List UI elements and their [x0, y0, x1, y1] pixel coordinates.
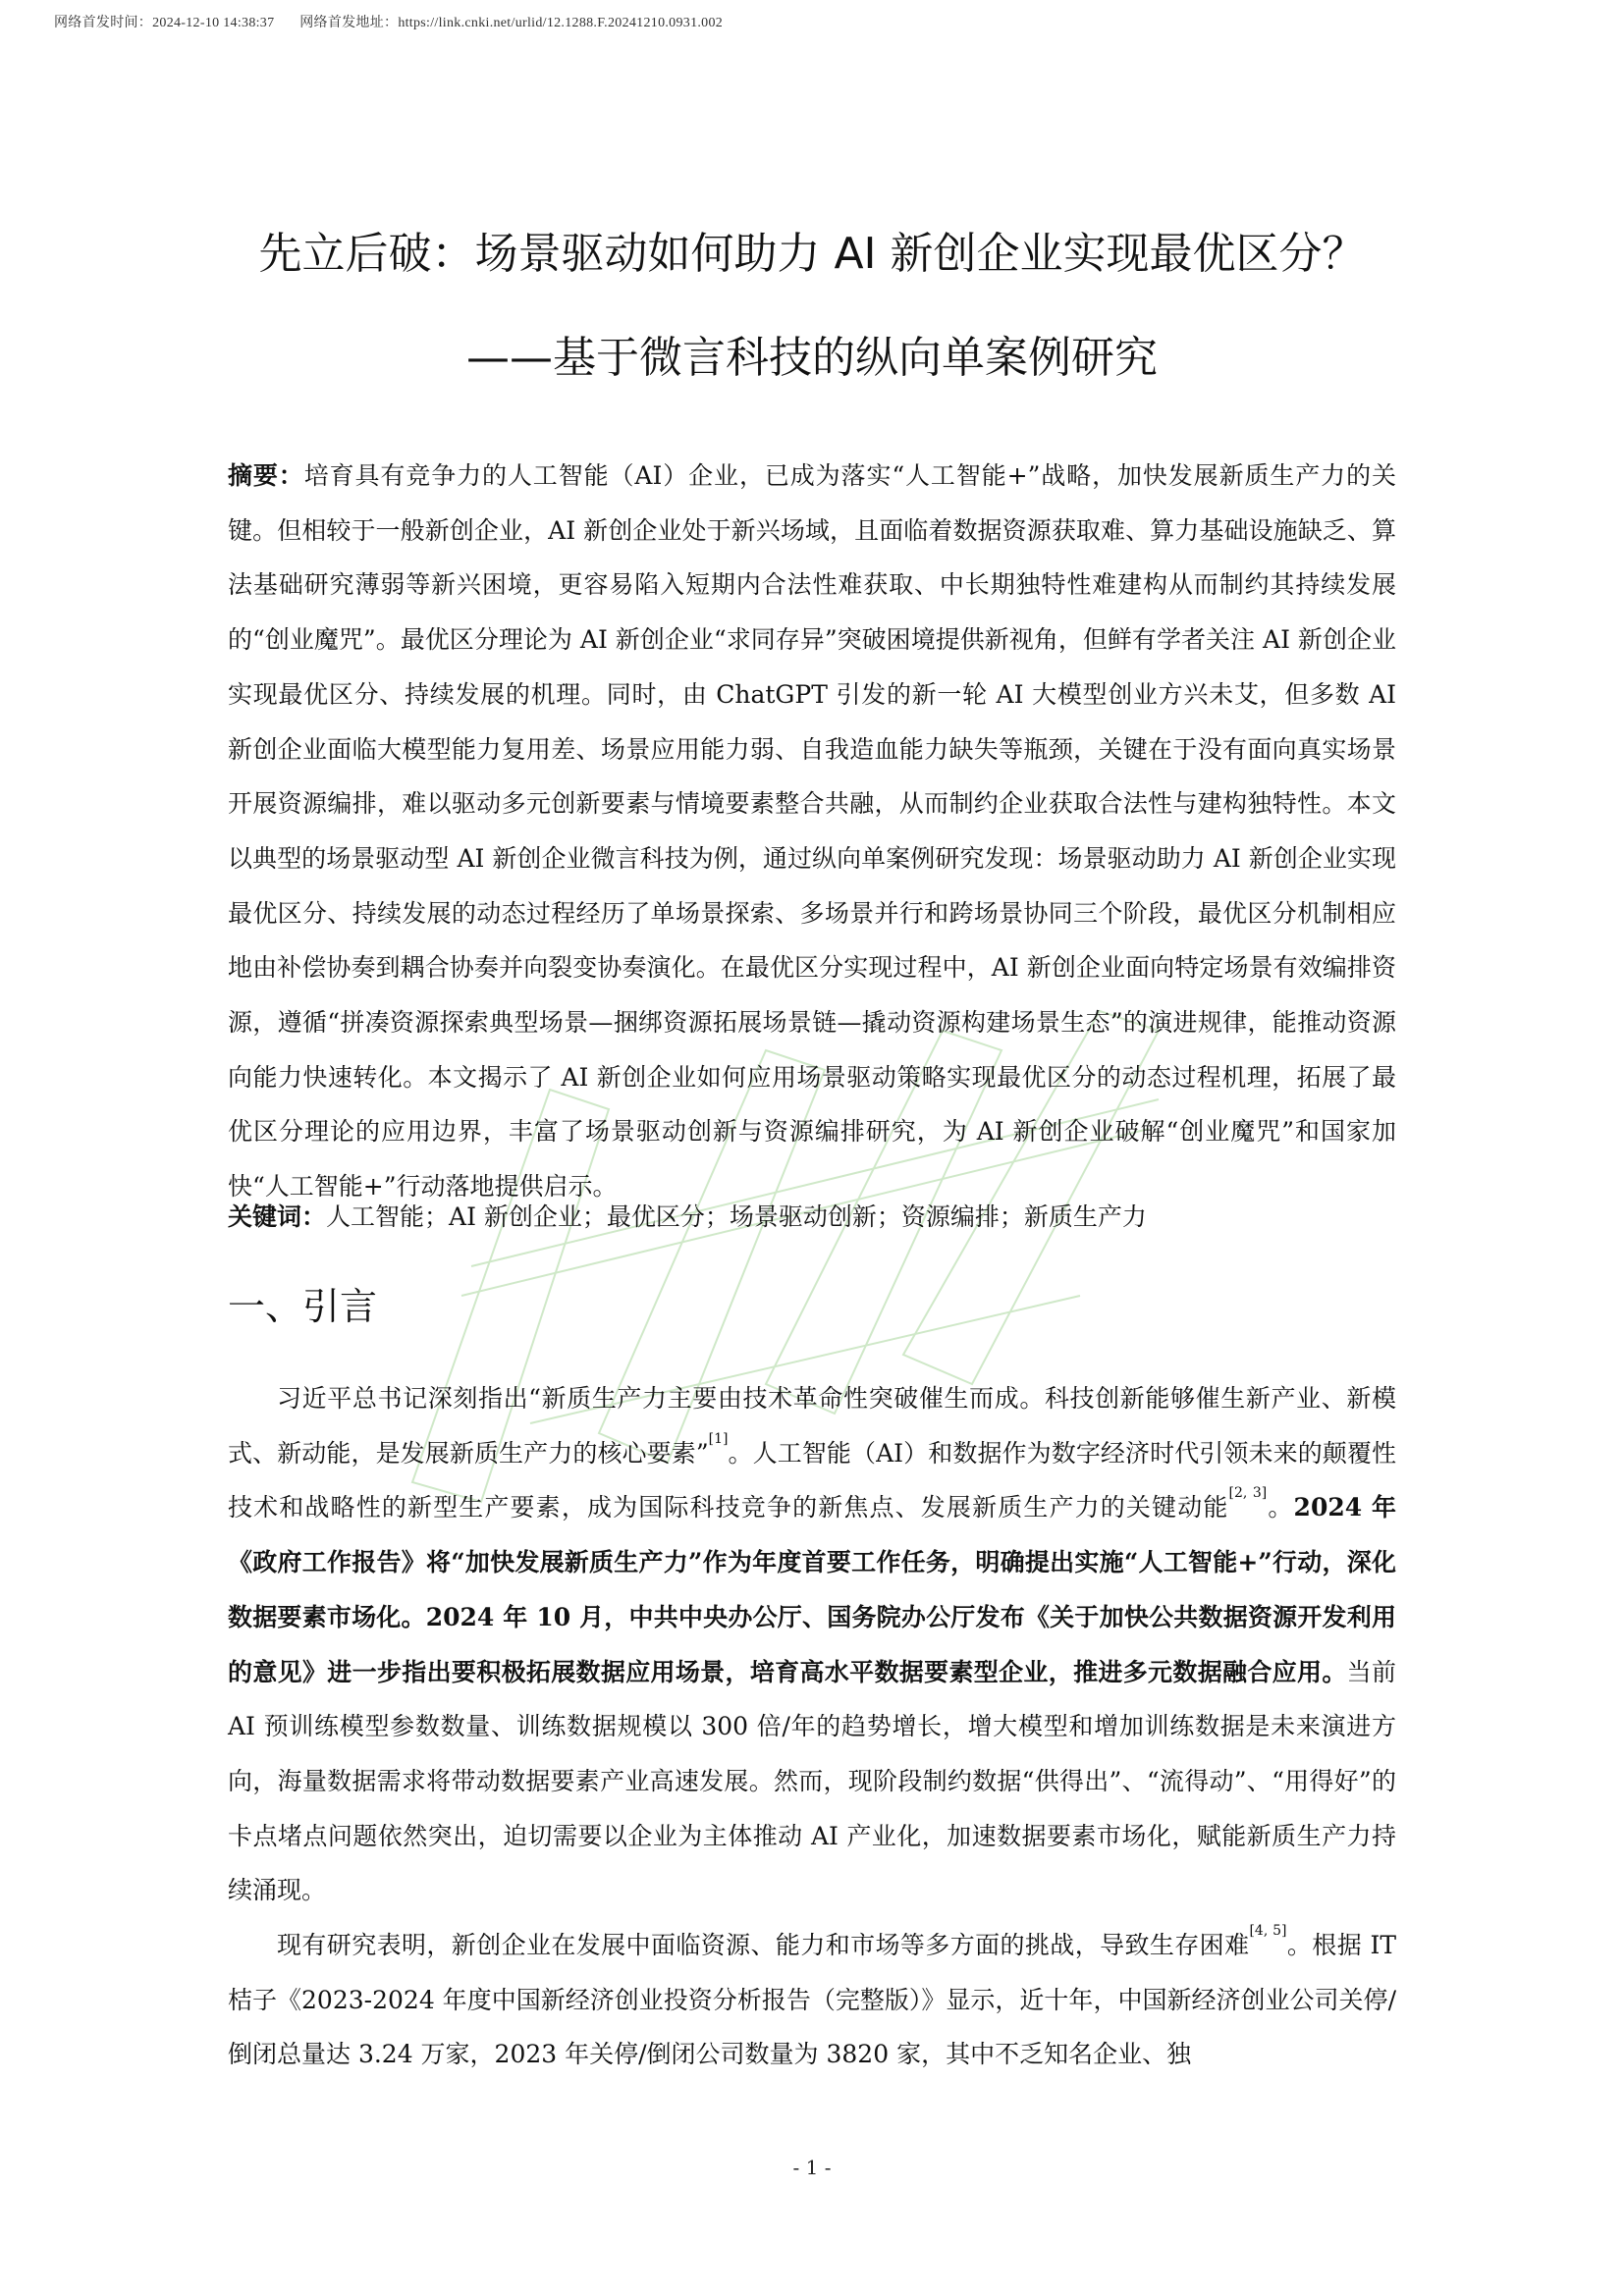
citation-ref: [2, 3] [1228, 1485, 1268, 1502]
abstract-label: 摘要： [228, 461, 304, 490]
intro-text: 。人工智能（AI）和数据作为数字经济时代引领未来的颠覆性技术和战略性的新型生产要素，成为国际科技竞争的新焦点、发展新质生产力的关键动能 [228, 1438, 1396, 1522]
keywords [228, 1198, 1147, 1237]
paper-title: 先立后破：场景驱动如何助力 AI 新创企业实现最优区分？ [258, 229, 1366, 279]
intro-text: 。 [1267, 1493, 1294, 1522]
first-pub-url: 网络首发地址：https://link.cnki.net/urlid/12.1288.F.20241210.0931.002 [299, 16, 724, 30]
citation-ref: [4, 5] [1249, 1923, 1287, 1940]
keywords-text: 人工智能；AI 新创企业；最优区分；场景驱动创新；资源编排；新质生产力 [326, 1202, 1147, 1231]
intro-paragraph [228, 1918, 1396, 2082]
intro-bold-text: 2024 年《政府工作报告》将“加快发展新质生产力”作为年度首要工作任务，明确提出实施“人工智能+”行动，深化数据要素市场化。2024 年 10 月，中共中央办公厅、国务院办公厅发布《关于加快公共数据资源开发利用的意见》进一步指出要积极拓展数据应用场景，培育高水平数据要素型企业，推进多元数据融合应用。 [228, 1493, 1396, 1686]
abstract-text: 培育具有竞争力的人工智能（AI）企业，已成为落实“人工智能+”战略，加快发展新质生产力的关键。但相较于一般新创企业，AI 新创企业处于新兴场域，且面临着数据资源获取难、算力基础设施缺乏、算法基础研究薄弱等新兴困境，更容易陷入短期内合法性难获取、中长期独特性难建构从而制约其持续发展的“创业魔咒”。最优区分理论为 AI 新创企业“求同存异”突破困境提供新视角，但鲜有学者关注 AI 新创企业实现最优区分、持续发展的机理。同时，由 ChatGPT 引发的新一轮 AI 大模型创业方兴未艾，但多数 AI 新创企业面临大模型能力复用差、场景应用能力弱、自我造血能力缺失等瓶颈，关键在于没有面向真实场景开展资源编排，难以驱动多元创新要素与情境要素整合共融，从而制约企业获取合法性与建构独特性。本文以典型的场景驱动型 AI 新创企业微言科技为例，通过纵向单案例研究发现：场景驱动助力 AI 新创企业实现最优区分、持续发展的动态过程经历了单场景探索、多场景并行和跨场景协同三个阶段，最优区分机制相应地由补偿协奏到耦合协奏并向裂变协奏演化。在最优区分实现过程中，AI 新创企业面向特定场景有效编排资源，遵循“拼凑资源探索典型场景—捆绑资源拓展场景链—撬动资源构建场景生态”的演进规律，能推动资源向能力快速转化。本文揭示了 AI 新创企业如何应用场景驱动策略实现最优区分的动态过程机理，拓展了最优区分理论的应用边界，丰富了场景驱动创新与资源编排研究，为 AI 新创企业破解“创业魔咒”和国家加快“人工智能+”行动落地提供启示。 [228, 461, 1396, 1201]
intro-text: 习近平总书记深刻指出“新质生产力主要由技术革命性突破催生而成。科技创新能够催生新产业、新模式、新动能，是发展新质生产力的核心要素” [228, 1384, 1396, 1468]
intro-text: 现有研究表明，新创企业在发展中面临资源、能力和市场等多方面的挑战，导致生存困难 [277, 1931, 1250, 1960]
keywords-label: 关键词： [228, 1202, 327, 1231]
intro-text: 当前 AI 预训练模型参数数量、训练数据规模以 300 倍/年的趋势增长，增大模型和增加训练数据是未来演进方向，海量数据需求将带动数据要素产业高速发展。然而，现阶段制约数据“供得出”、“流得动”、“用得好”的卡点堵点问题依然突出，迫切需要以企业为主体推动 AI 产业化，加速数据要素市场化，赋能新质生产力持续涌现。 [228, 1657, 1396, 1905]
introduction-body [228, 1371, 1396, 2082]
page-number: - 1 - [792, 2156, 832, 2179]
first-pub-time: 网络首发时间：2024-12-10 14:38:37 [54, 16, 275, 30]
section-heading-introduction: 一、引言 [228, 1285, 378, 1328]
paper-subtitle: ——基于微言科技的纵向单案例研究 [466, 333, 1158, 383]
abstract [228, 449, 1396, 1214]
intro-text: 。根据 IT 桔子《2023-2024 年度中国新经济创业投资分析报告（完整版）》显示，近十年，中国新经济创业公司关停/倒闭总量达 3.24 万家，2023 年关停/倒闭公司数量为 3820 家，其中不乏知名企业、独 [228, 1931, 1396, 2069]
publication-header [54, 12, 744, 31]
citation-ref: [1] [708, 1430, 729, 1447]
intro-paragraph [228, 1371, 1396, 1918]
